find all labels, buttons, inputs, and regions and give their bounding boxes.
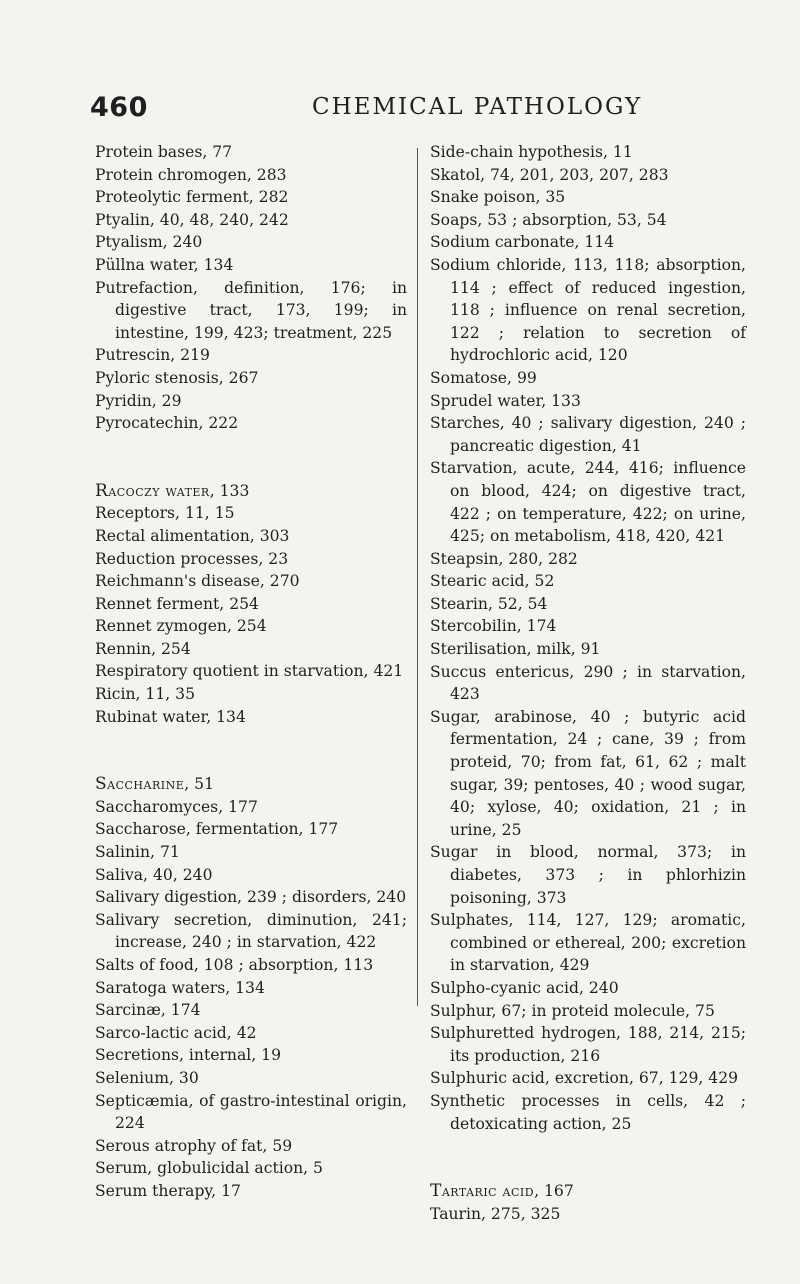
- index-entry: Sarco-lactic acid, 42: [95, 1023, 257, 1042]
- index-entry: Septicæmia, of gastro-intestinal origin, 224: [95, 1091, 407, 1133]
- index-entry: Putrescin, 219: [95, 346, 210, 365]
- index-group-r: [95, 480, 407, 729]
- index-entry: Salivary digestion, 239 ; disorders, 240: [95, 888, 407, 907]
- index-entry: Steapsin, 280, 282: [430, 549, 578, 568]
- index-entry: Proteolytic ferment, 282: [95, 188, 289, 207]
- column-divider: [417, 148, 418, 1006]
- index-entry: Soaps, 53 ; absorption, 53, 54: [430, 210, 667, 229]
- index-entry: Ricin, 11, 35: [95, 685, 196, 704]
- running-title: CHEMICAL PATHOLOGY: [312, 94, 643, 120]
- index-column-right: [430, 141, 746, 1225]
- index-entry: Salivary secretion, diminution, 241; increase, 240 ; in starvation, 422: [95, 910, 407, 952]
- index-entry: Rennet ferment, 254: [95, 594, 259, 613]
- index-entry: Protein bases, 77: [95, 143, 233, 161]
- index-entry: Serum therapy, 17: [95, 1181, 241, 1200]
- page-header: [90, 92, 720, 132]
- page-number: 460: [90, 92, 148, 123]
- index-group-t: [430, 1180, 746, 1225]
- index-entry: Ptyalin, 40, 48, 240, 242: [95, 210, 289, 229]
- index-entry: Starvation, acute, 244, 416; influence on blood, 424; on digestive tract, 422 ; on temperature, 422; on urine, 425; on metabolism, 418, 420, 421: [430, 459, 746, 546]
- index-entry: Pyrocatechin, 222: [95, 414, 239, 433]
- index-entry: Rubinat water, 134: [95, 707, 246, 726]
- index-entry: Saccharomyces, 177: [95, 797, 258, 816]
- section-gap: [95, 728, 407, 773]
- index-entry: Serous atrophy of fat, 59: [95, 1136, 293, 1155]
- index-entry: Stercobilin, 174: [430, 617, 557, 636]
- index-entry: Sugar, arabinose, 40 ; butyric acid fermentation, 24 ; cane, 39 ; from proteid, 70; from fat, 61, 62 ; malt sugar, 39; pentoses, 40 ; wood sugar, 40; xylose, 40; oxidation, 21 ; in urine, 25: [430, 707, 746, 839]
- index-entry: Salts of food, 108 ; absorption, 113: [95, 956, 374, 974]
- index-entry: Reduction processes, 23: [95, 549, 289, 568]
- index-entry: Sprudel water, 133: [430, 391, 581, 410]
- index-entry: Saccharine, 51: [95, 774, 215, 795]
- index-entry: Saratoga waters, 134: [95, 978, 265, 997]
- index-entry: Putrefaction, definition, 176; in digestive tract, 173, 199; in intestine, 199, 423; treatment, 225: [95, 278, 407, 342]
- index-entry: Starches, 40 ; salivary digestion, 240 ; pancreatic digestion, 41: [430, 414, 746, 455]
- index-entry: Stearin, 52, 54: [430, 594, 548, 613]
- index-group-s: [95, 773, 407, 1202]
- index-entry: Respiratory quotient in starvation, 421: [95, 662, 404, 681]
- index-entry: Sodium carbonate, 114: [430, 233, 615, 252]
- index-column-left: [95, 141, 407, 1203]
- index-entry: Rennet zymogen, 254: [95, 617, 267, 636]
- index-entry: Succus entericus, 290 ; in starvation, 423: [430, 662, 746, 704]
- index-entry: Sulphuric acid, excretion, 67, 129, 429: [430, 1069, 739, 1088]
- index-group-s-continued: [430, 141, 746, 1135]
- index-entry: Secretions, internal, 19: [95, 1046, 281, 1065]
- index-entry: Sterilisation, milk, 91: [430, 640, 601, 659]
- index-entry: Receptors, 11, 15: [95, 504, 235, 523]
- index-entry: Pyloric stenosis, 267: [95, 368, 259, 387]
- index-entry: Synthetic processes in cells, 42 ; detoxicating action, 25: [430, 1091, 746, 1133]
- index-entry: Side-chain hypothesis, 11: [430, 143, 633, 161]
- index-entry: Protein chromogen, 283: [95, 165, 287, 184]
- index-entry: Sulphates, 114, 127, 129; aromatic, combined or ethereal, 200; excretion in starvation, 429: [430, 911, 746, 975]
- index-entry: Sarcinæ, 174: [95, 1001, 201, 1020]
- index-entry: Stearic acid, 52: [430, 572, 555, 591]
- index-entry: Sulpho-cyanic acid, 240: [430, 978, 619, 997]
- index-entry: Püllna water, 134: [95, 255, 234, 274]
- index-entry: Ptyalism, 240: [95, 233, 203, 252]
- index-entry: Sugar in blood, normal, 373; in diabetes, 373 ; in phlorhizin poisoning, 373: [430, 843, 746, 907]
- section-gap: [430, 1135, 746, 1180]
- index-entry: Pyridin, 29: [95, 391, 182, 410]
- index-entry: Taurin, 275, 325: [430, 1204, 561, 1223]
- index-entry: Racoczy water, 133: [95, 480, 250, 501]
- index-group-p: [95, 141, 407, 435]
- index-entry: Sodium chloride, 113, 118; absorption, 114 ; effect of reduced ingestion, 118 ; influence on renal secretion, 122 ; relation to secretion of hydrochloric acid, 120: [430, 255, 746, 365]
- index-entry: Salinin, 71: [95, 843, 180, 862]
- index-entry: Saliva, 40, 240: [95, 865, 213, 884]
- index-entry: Sulphuretted hydrogen, 188, 214, 215; its production, 216: [430, 1024, 746, 1065]
- index-entry: Serum, globulicidal action, 5: [95, 1159, 323, 1178]
- index-entry: Saccharose, fermentation, 177: [95, 820, 339, 839]
- index-entry: Rennin, 254: [95, 639, 191, 658]
- index-entry: Somatose, 99: [430, 368, 537, 387]
- index-entry: Snake poison, 35: [430, 188, 566, 207]
- index-entry: Selenium, 30: [95, 1068, 199, 1087]
- index-entry: Rectal alimentation, 303: [95, 526, 290, 545]
- index-entry: Tartaric acid, 167: [430, 1181, 574, 1202]
- index-entry: Sulphur, 67; in proteid molecule, 75: [430, 1001, 715, 1020]
- index-entry: Reichmann's disease, 270: [95, 572, 300, 591]
- section-gap: [95, 435, 407, 480]
- index-entry: Skatol, 74, 201, 203, 207, 283: [430, 165, 669, 184]
